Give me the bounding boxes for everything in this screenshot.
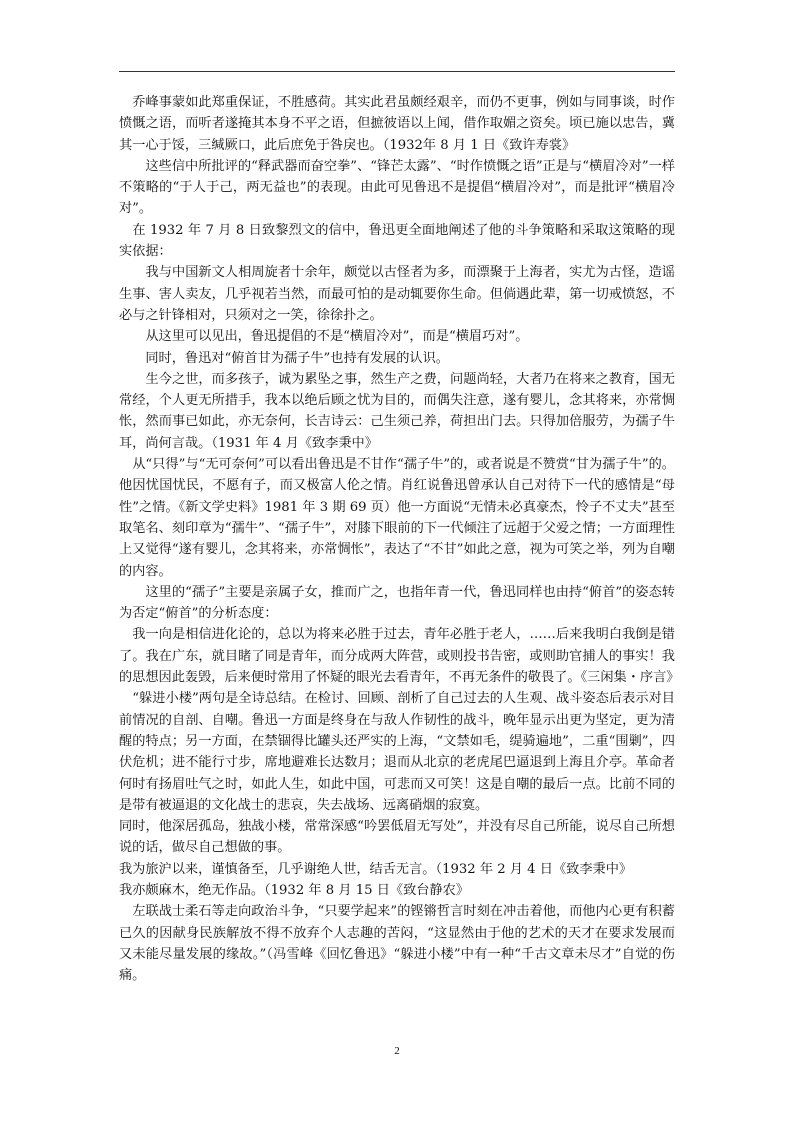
paragraph: 同时，他深居孤岛，独战小楼，常常深感“吟罢低眉无写处”，并没有尽自己所能，说尽自己所想说的话，做尽自己想做的事。 — [119, 819, 675, 856]
paragraph: 左联战士柔石等走向政治斗争，“只要学起来”的铿锵哲言时刻在冲击着他，而他内心更有积蓄已久的因献身民族解放不得不放弃个人志趣的苦闷，“这显然由于他的艺术的天才在要求发展而又未能尽量发展的缘故。”（冯雪峰《回忆鲁迅》“躲进小楼”中有一种“千古文章未尽才”自觉的伤痛。 — [119, 904, 675, 984]
paragraph: 这里的“孺子”主要是亲属子女，推而广之，也指年青一代，鲁迅同样也由持“俯首”的姿态转为否定“俯首”的分析态度： — [119, 584, 675, 622]
paragraph: 我一向是相信进化论的，总以为将来必胜于过去，青年必胜于老人，……后来我明白我倒是错了。我在广东，就目睹了同是青年，而分成两大阵营，或则投书告密，或则助官捕人的事实！我的思想因此轰毁，后来便时常用了怀疑的眼光去看青年，不再无条件的敬畏了。《三闲集・序言》 — [119, 627, 680, 686]
paragraph: 我与中国新文人相周旋者十余年，颇觉以古怪者为多，而漂聚于上海者，实尤为古怪，造谣生事、害人卖友，几乎视若当然，而最可怕的是动辄要你生命。但倘遇此辈，第一切戒愤怒，不必与之针锋相对，只须对之一笑，徐徐扑之。 — [119, 265, 675, 323]
paragraph: 从“只得”与“无可奈何”可以看出鲁迅是不甘作“孺子牛”的，或者说是不赞赏“甘为孺子牛”的。他因忧国忧民，不愿有子，而又极富人伦之情。肖红说鲁迅曾承认自己对待下一代的感情是“母性”之情。《新文学史料》1981 年 3 期 69 页）他一方面说“无情未必真豪杰，怜子不丈夫”甚至取笔名、刻印章为“孺牛”、“孺子牛”，对膝下眼前的下一代倾注了远超于父爱之情；一方面理性上又觉得“遂有婴儿，念其将来，亦常惆怅”，表达了“不甘”如此之意，视为可笑之举，列为自嘲的内容。 — [119, 457, 675, 579]
paragraph: “躲进小楼”两句是全诗总结。在检讨、回顾、剖析了自己过去的人生观、战斗姿态后表示对目前情况的自剖、自嘲。鲁迅一方面是终身在与敌人作韧性的战斗，晚年显示出更为坚定，更为清醒的特点；另一方面，在禁锢得比罐头还严实的上海，“文禁如毛，缇骑遍地”，二重“围剿”，四伏危机；进不能行寸步，席地避难长达数月；退而从北京的老虎尾巴逼退到上海且介亭。革命者何时有扬眉吐气之时，如此人生，如此中国，可悲而又可笑！这是自嘲的最后一点。比前不同的是带有被逼退的文化战士的悲哀，失去战场、远离硝烟的寂寞。 — [119, 691, 675, 813]
paragraph: 我为旅沪以来，谨慎备至，几乎谢绝人世，结舌无言。（1932 年 2 月 4 日《致李秉中》 — [119, 861, 633, 877]
header-rule — [119, 71, 675, 72]
page-number: 2 — [394, 1045, 400, 1057]
paragraph: 同时，鲁迅对“俯首甘为孺子牛”也持有发展的认识。 — [119, 350, 449, 366]
paragraph: 从这里可以见出，鲁迅提倡的不是“横眉冷对”，而是“横眉巧对”。 — [119, 329, 529, 345]
paragraph: 乔峰事蒙如此郑重保证，不胜感荷。其实此君虽颇经艰辛，而仍不更事，例如与同事谈，时作愤慨之语，而听者遂掩其本身不平之语，但摭彼语以上闻，借作取媚之资矣。顷已施以忠告，冀其一心于馁，三缄厥口，此后庶免于咎戾也。（1932年 8 月 1 日《致许寿裳》 — [119, 95, 675, 153]
paragraph: 生今之世，而多孩子，诚为累坠之事，然生产之费，问题尚轻，大者乃在将来之教育，国无常经，个人更无所措手，我本以绝后顾之忧为目的，而偶失注意，遂有婴儿，念其将来，亦常惆怅，然而事已如此，亦无奈何，长吉诗云：己生须己养，荷担出门去。只得加倍服劳，为孺子牛耳，尚何言哉。（1931 年 4 月《致李秉中》 — [119, 371, 675, 451]
paragraph: 我亦颇麻木，绝无作品。（1932 年 8 月 15 日《致台静农》 — [119, 882, 470, 898]
paragraph: 这些信中所批评的“释武器而奋空拳”、“锋芒太露”、“时作愤慨之语”正是与“横眉冷对”一样不策略的“于人于己，两无益也”的表现。由此可见鲁迅不是提倡“横眉冷对”，而是批评“横眉冷对”。 — [119, 158, 675, 217]
document-body — [119, 92, 680, 986]
paragraph: 在 1932 年 7 月 8 日致黎烈文的信中，鲁迅更全面地阐述了他的斗争策略和采取这策略的现实依据： — [119, 222, 675, 260]
